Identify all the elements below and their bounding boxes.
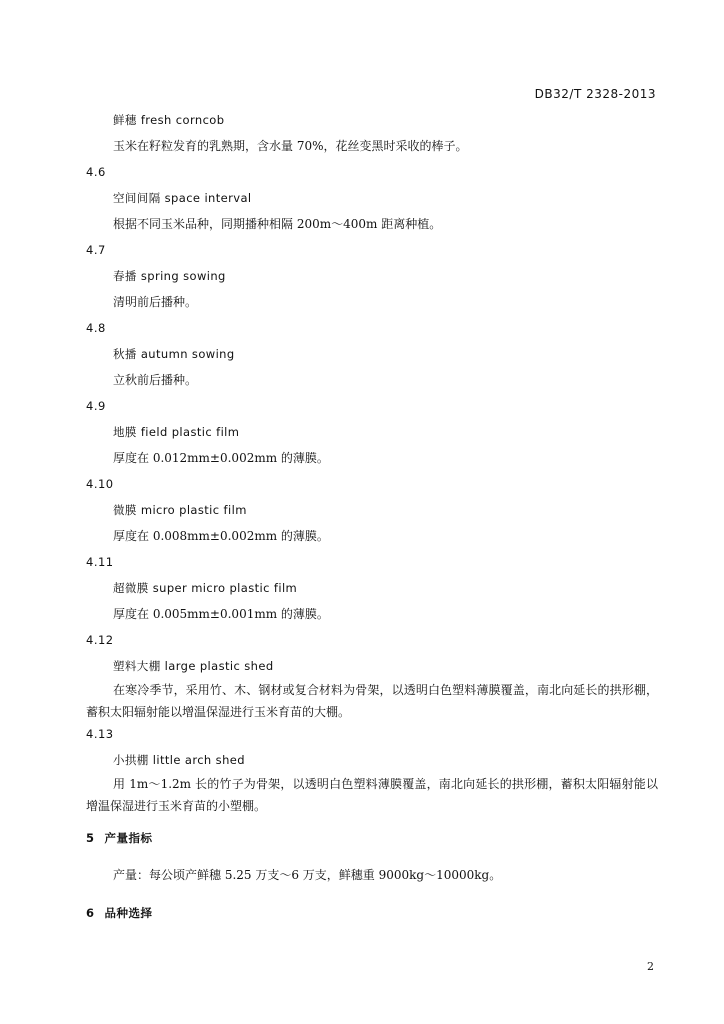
clause-number: 4.13 [86,727,114,741]
term-title: 小拱棚 little arch shed [113,753,245,767]
term-title: 微膜 micro plastic film [113,503,247,517]
term-title: 春播 spring sowing [113,269,226,283]
section-title: 品种选择 [104,906,153,920]
term-definition: 在寒冷季节，采用竹、木、钢材或复合材料为骨架，以透明白色塑料薄膜覆盖，南北向延长的拱形棚，蓄积太阳辐射能以增温保湿进行玉米育苗的大棚。 [86,683,658,719]
clause-number: 4.7 [86,243,106,257]
document-code: DB32/T 2328-2013 [534,87,656,101]
term-definition: 玉米在籽粒发育的乳熟期，含水量 70%，花丝变黑时采收的棒子。 [113,139,468,153]
section-number: 6 [86,906,95,920]
section-heading [86,905,153,921]
term-definition: 根据不同玉米品种，同期播种相隔 200m～400m 距离种植。 [113,217,442,231]
term-title: 超微膜 super micro plastic film [113,581,298,595]
clause-number: 4.6 [86,165,106,179]
term-definition: 厚度在 0.012mm±0.002mm 的薄膜。 [113,451,329,465]
page-number: 2 [647,960,654,973]
term-definition: 用 1m～1.2m 长的竹子为骨架，以透明白色塑料薄膜覆盖，南北向延长的拱形棚，蓄积太阳辐射能以增温保湿进行玉米育苗的小塑棚。 [86,777,658,813]
term-title: 秋播 autumn sowing [113,347,235,361]
term-title: 地膜 field plastic film [113,425,240,439]
clause-number: 4.8 [86,321,106,335]
section-heading [86,830,153,846]
term-definition: 清明前后播种。 [113,295,198,309]
section-number: 5 [86,831,95,845]
term-title: 鲜穗 fresh corncob [113,113,225,127]
clause-number: 4.11 [86,555,114,569]
term-definition: 立秋前后播种。 [113,373,198,387]
term-definition: 厚度在 0.008mm±0.002mm 的薄膜。 [113,529,329,543]
term-definition: 厚度在 0.005mm±0.001mm 的薄膜。 [113,607,329,621]
clause-number: 4.12 [86,633,114,647]
term-title: 塑料大棚 large plastic shed [113,659,274,673]
section-body: 产量：每公顷产鲜穗 5.25 万支～6 万支，鲜穗重 9000kg～10000kg。 [113,868,502,882]
clause-number: 4.9 [86,399,106,413]
clause-number: 4.10 [86,477,114,491]
section-title: 产量指标 [104,831,153,845]
term-title: 空间间隔 space interval [113,191,252,205]
